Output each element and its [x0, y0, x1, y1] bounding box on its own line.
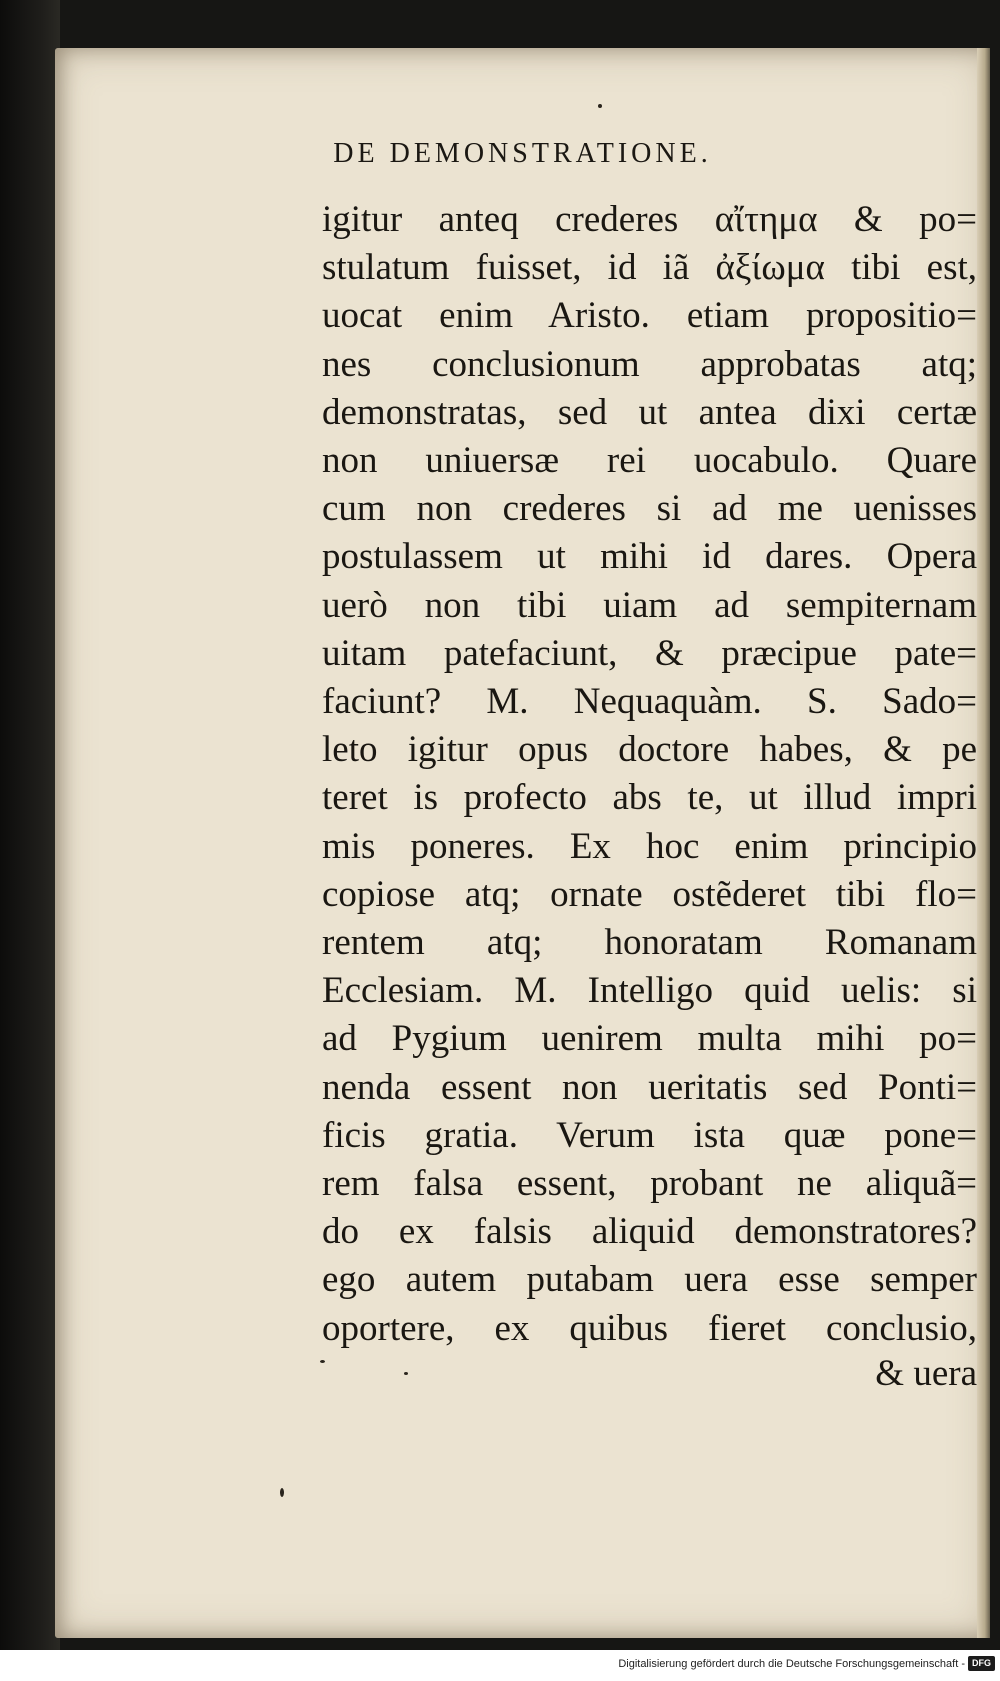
text-line: rem falsa essent, probant ne aliquã= — [322, 1163, 977, 1205]
text-line: ego autem putabam uera esse semper — [322, 1259, 977, 1301]
page-edge — [977, 48, 990, 1638]
text-line: rentem atq; honoratam Romanam — [322, 922, 977, 964]
text-line: uerò non tibi uiam ad sempiternam — [322, 584, 977, 626]
text-line: Ecclesiam. M. Intelligo quid uelis: si — [322, 970, 977, 1012]
ink-speck — [320, 1360, 325, 1363]
ink-speck — [280, 1488, 284, 1497]
ink-speck — [404, 1372, 408, 1375]
ink-speck — [598, 104, 602, 108]
text-block — [322, 196, 977, 1353]
text-line: non uniuersæ rei uocabulo. Quare — [322, 440, 977, 482]
dfg-logo: DFG — [968, 1656, 995, 1671]
text-line: stulatum fuisset, id iã ἀξίωμα tibi est, — [322, 247, 977, 289]
text-line: copiose atq; ornate ostẽderet tibi flo= — [322, 873, 977, 915]
text-line: igitur anteq crederes αἴτημα & po= — [322, 199, 977, 240]
text-line: uocat enim Aristo. etiam propositio= — [322, 295, 977, 337]
book-spine-shadow — [0, 0, 60, 1650]
text-line: teret is profecto abs te, ut illud impri — [322, 777, 977, 819]
text-line: demonstratas, sed ut antea dixi certæ — [322, 391, 977, 433]
text-line: do ex falsis aliquid demonstratores? — [322, 1211, 977, 1253]
text-line: faciunt? M. Nequaquàm. S. Sado= — [322, 681, 977, 723]
text-line: postulassem ut mihi id dares. Opera — [322, 536, 977, 578]
text-line: ad Pygium uenirem multa mihi po= — [322, 1018, 977, 1060]
text-line: oportere, ex quibus fieret conclusio, — [322, 1307, 977, 1349]
text-line: mis poneres. Ex hoc enim principio — [322, 825, 977, 867]
catchword: & uera — [875, 1353, 977, 1394]
text-line: cum non crederes si ad me uenisses — [322, 488, 977, 530]
text-line: uitam patefaciunt, & præcipue pate= — [322, 632, 977, 674]
text-line: leto igitur opus doctore habes, & pe — [322, 729, 977, 771]
running-head: DE DEMONSTRATIONE. — [333, 138, 712, 169]
digitization-credit: Digitalisierung gefördert durch die Deutsche Forschungsgemeinschaft - — [618, 1658, 965, 1670]
text-line: nenda essent non ueritatis sed Ponti= — [322, 1066, 977, 1108]
text-line: nes conclusionum approbatas atq; — [322, 343, 977, 385]
text-line: ficis gratia. Verum ista quæ pone= — [322, 1114, 977, 1156]
